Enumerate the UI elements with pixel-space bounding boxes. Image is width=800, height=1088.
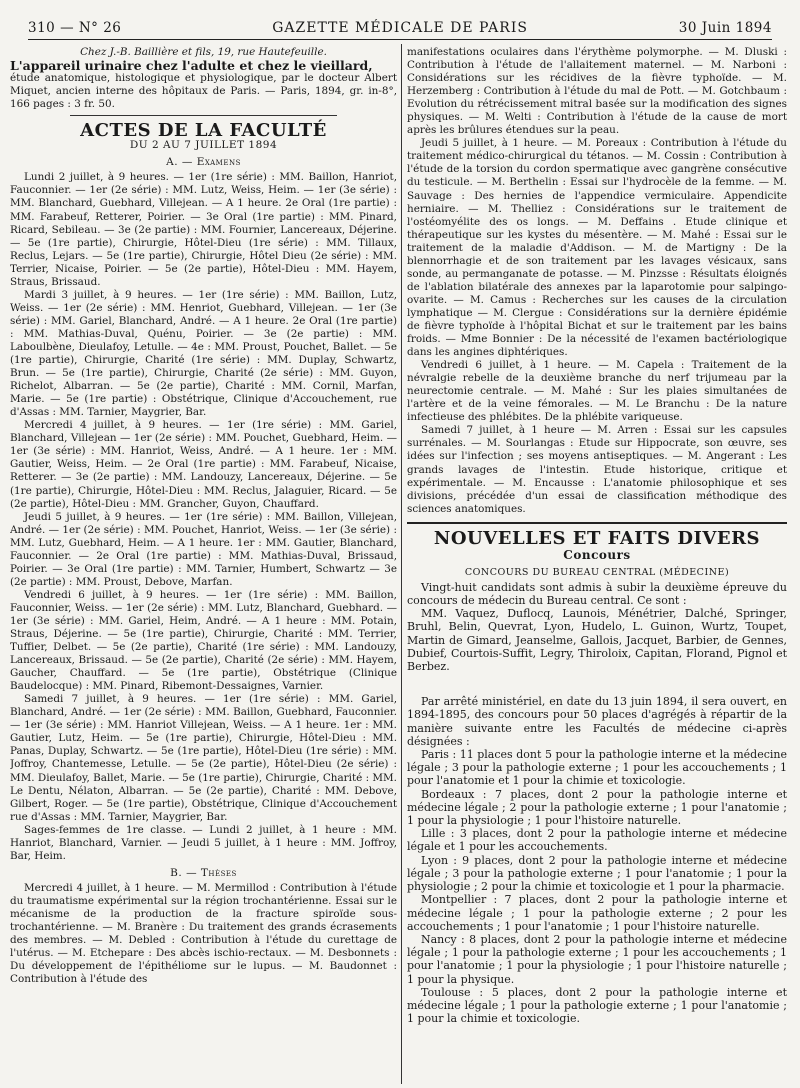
faculty-paragraph: Toulouse : 5 places, dont 2 pour la pathologie interne et médecine légale ; 1 pour la pathologie externe ; 1 pour l'anatomie ; 1 pour la chimie et toxicologie.: [407, 985, 787, 1026]
paragraph: MM. Vaquez, Duflocq, Launois, Ménétrier, Dalché, Springer, Bruhl, Belin, Quevrat, Lyon, Hudelo, L. Guinon, Wurtz, Toupet, Martin de Gimard, Jeanselme, Gallois, Jacquet, Barbier, de Gennes, Dubief, Courtois-Suffit, Legry, Thiroloix, Capitan, Florand, Pignol et Berbez.: [407, 607, 787, 674]
faculty-paragraph: Lyon : 9 places, dont 2 pour la pathologie interne et médecine légale ; 3 pour la pathologie externe ; 1 pour l'anatomie ; 1 pour la physiologie ; 2 pour la chimie et toxicologie et 1 pour la pharmacie.: [407, 853, 787, 894]
paragraph: Sages-femmes de 1re classe. — Lundi 2 juillet, à 1 heure : MM. Hanriot, Blanchard, Varnier. — Jeudi 5 juillet, à 1 heure : MM. Joffroy, Bar, Heim.: [10, 823, 397, 862]
book-description: étude anatomique, histologique et physiologique, par le docteur Albert Miquet, ancien interne des hôpitaux de Paris. — Paris, 1894, gr. in-8°, 166 pages : 3 fr. 50.: [10, 72, 397, 111]
page-number-issue: [28, 20, 121, 36]
paragraph: Mardi 3 juillet, à 9 heures. — 1er (1re série) : MM. Baillon, Lutz, Weiss. — 1er (2e série) : MM. Henriot, Guebhard, Villejean. — 1er (3e série) : MM. Gariel, Blanchard, André. — A 1 heure. 2e Oral (1re partie) : MM. Mathias-Duval, Quénu, Poirier. — 3e (2e partie) : MM. Laboulbène, Dieulafoy, Letulle. — 4e : MM. Proust, Pouchet, Ballet. — 5e (1re partie), Chirurgie, Charité (1re série) : MM. Duplay, Schwartz, Brun. — 5e (1re partie), Chirurgie, Charité (2e série) : MM. Guyon, Richelot, Albarran. — 5e (2e partie), Charité : MM. Cornil, Marfan, Marie. — 5e (1re partie) : Obstétrique, Clinique d'Accouchement, rue d'Assas : MM. Tarnier, Maygrier, Bar.: [10, 288, 397, 419]
book-title: L'appareil urinaire chez l'adulte et chez le vieillard,: [10, 58, 373, 74]
paragraph: Lundi 2 juillet, à 9 heures. — 1er (1re série) : MM. Baillon, Hanriot, Fauconnier. — 1er (2e série) : MM. Lutz, Weiss, Heim. — 1er (3e série) : MM. Blanchard, Guebhard, Villejean. — A 1 heure. 2e Oral (1re partie) : MM. Farabeuf, Retterer, Poirier. — 3e Oral (1re partie) : MM. Pinard, Ricard, Sebileau. — 3e (2e partie) : MM. Fournier, Lancereaux, Déjerine. — 5e (1re partie), Chirurgie, Hôtel-Dieu (1re série) : MM. Tillaux, Reclus, Lejars. — 5e (1re partie), Chirurgie, Hôtel Dieu (2e série) : MM. Terrier, Nicaise, Poirier. — 5e (2e partie), Hôtel-Dieu : MM. Hayem, Straus, Brissaud.: [10, 171, 397, 288]
issue-date: 30 Juin 1894: [678, 20, 772, 36]
paragraph: Vendredi 6 juillet, à 9 heures. — 1er (1re série) : MM. Baillon, Fauconnier, Weiss. — 1er (2e série) : MM. Lutz, Blanchard, Guebhard. — 1er (3e série) : MM. Gariel, Heim, André. — A 1 heure : MM. Potain, Straus, Déjerine. — 5e (1re partie), Chirurgie, Charité : MM. Terrier, Tuffier, Delbet. — 5e (2e partie), Charité (1re série) : MM. Landouzy, Lancereaux, Brissaud. — 5e (2e partie), Charité (2e série) : MM. Hayem, Gaucher, Chauffard. — 5e (1re partie), Obstétrique (Clinique Baudelocque) : MM. Pinard, Ribemont-Dessaignes, Varnier.: [10, 588, 397, 693]
concours-subheading: CONCOURS DU BUREAU CENTRAL (MÉDECINE): [464, 566, 730, 578]
section-title-actes: ACTES DE LA FACULTÉ: [80, 120, 327, 142]
issue-number: — N° 26: [60, 20, 122, 36]
paragraph: Samedi 7 juillet, à 1 heure — M. Arren : Essai sur les capsules surrénales. — M. Sourlangas : Etude sur Hippocrate, son œuvre, ses idées sur l'infection ; ses moyens antiseptiques. — M. Angerant : Les grands lavages de l'intestin. Etude historique, critique et expérimentale. — M. Encausse : L'anatomie philosophique et ses divisions, précédée d'un essai de classification méthodique des sciences anatomiques.: [407, 424, 787, 515]
paragraph: Jeudi 5 juillet, à 9 heures. — 1er (1re série) : MM. Baillon, Villejean, André. — 1er (2e série) : MM. Pouchet, Hanriot, Weiss. — 1er (3e série) : MM. Lutz, Guebhard, Heim. — A 1 heure. 1er : MM. Gautier, Blanchard, Fauconnier. — 2e Oral (1re partie) : MM. Mathias-Duval, Brissaud, Poirier. — 3e Oral (1re partie) : MM. Tarnier, Humbert, Schwartz — 3e (2e partie) : MM. Proust, Debove, Marfan.: [10, 510, 397, 588]
faculty-paragraph: Montpellier : 7 places, dont 2 pour la pathologie interne et médecine légale ; 1 pour la pathologie externe ; 2 pour les accouchements ; 1 pour l'anatomie ; 1 pour l'histoire naturelle.: [407, 893, 787, 933]
section-title-nouvelles: NOUVELLES ET FAITS DIVERS: [433, 527, 761, 549]
paragraph: Mercredi 4 juillet, à 9 heures. — 1er (1re série) : MM. Gariel, Blanchard, Villejean — 1er (2e série) : MM. Pouchet, Guebhard, Heim. — 1er (3e série) : MM. Hanriot, Weiss, André. — A 1 heure. 1er : MM. Gautier, Weiss, Heim. — 2e Oral (1re partie) : MM. Farabeuf, Nicaise, Retterer. — 3e (2e partie) : MM. Landouzy, Lancereaux, Déjerine. — 5e (1re partie), Chirurgie, Hôtel-Dieu : MM. Reclus, Jalaguier, Ricard. — 5e (2e partie), Hôtel-Dieu : MM. Grancher, Guyon, Chauffard.: [10, 419, 397, 510]
faculty-paragraph: Nancy : 8 places, dont 2 pour la pathologie interne et médecine légale ; 1 pour la pathologie externe ; 1 pour les accouchements ; 1 pour l'anatomie ; 1 pour la physiologie ; 1 pour l'histoire naturelle ; 1 pour la physique.: [407, 932, 787, 986]
theses-heading: B. — Thèses: [170, 866, 237, 879]
faculty-paragraph: Lille : 3 places, dont 2 pour la pathologie interne et médecine légale et 1 pour les accouchements.: [407, 827, 787, 854]
right-column: [407, 46, 787, 1086]
page-header: [28, 8, 772, 40]
spacer: [407, 673, 787, 695]
paragraph: Samedi 7 juillet, à 9 heures. — 1er (1re série) : MM. Gariel, Blanchard, André. — 1er (2e série) : MM. Baillon, Guebhard, Fauconnier. — 1er (3e série) : MM. Hanriot Villejean, Weiss. — A 1 heure. 1er : MM. Gautier, Lutz, Heim. — 5e (1re partie), Chirurgie, Hôtel-Dieu : MM. Panas, Duplay, Schwartz. — 5e (1re partie), Hôtel-Dieu (1re série) : MM. Joffroy, Chantemesse, Letulle. — 5e (2e partie), Hôtel-Dieu (2e série) : MM. Dieulafoy, Ballet, Marie. — 5e (1re partie), Chirurgie, Charité : MM. Le Dentu, Nélaton, Albarran. — 5e (2e partie), Charité : MM. Debove, Gilbert, Roger. — 5e (1re partie), Obstétrique, Clinique d'Accouchement rue d'Assas : MM. Tarnier, Maygrier, Bar.: [10, 693, 397, 823]
separator-rule: [70, 115, 337, 116]
journal-title: GAZETTE MÉDICALE DE PARIS: [272, 20, 528, 36]
publisher-line: Chez J.-B. Baillière et fils, 19, rue Hautefeuille.: [80, 46, 327, 58]
examens-heading: A. — Examens: [166, 156, 241, 169]
paragraph: manifestations oculaires dans l'érythème polymorphe. — M. Dluski : Contribution à l'étude de l'allaitement maternel. — M. Narboni : Considérations sur les récidives de la fièvre typhoïde. — M. Herzemberg : Contribution à l'étude du mal de Pott. — M. Gotchbaum : Evolution du rétrécissement mitral basée sur la modification des signes physiques. — M. Welti : Contribution à l'étude de la cause de mort après les brûlures étendues sur la peau.: [407, 46, 787, 137]
faculty-paragraph: Bordeaux : 7 places, dont 2 pour la pathologie interne et médecine légale ; 2 pour la pathologie externe ; 1 pour l'anatomie ; 1 pour la physiologie ; 1 pour l'histoire naturelle.: [407, 787, 787, 828]
left-column: [10, 46, 397, 1086]
paragraph: Par arrêté ministériel, en date du 13 juin 1894, il sera ouvert, en 1894-1895, des concours pour 50 places d'agrégés à répartir de la manière suivante entre les Facultés de médecine ci-après désignées :: [407, 695, 787, 748]
column-divider: [401, 44, 402, 1084]
page-number: 310: [28, 20, 56, 36]
separator-rule: [407, 522, 787, 524]
paragraph: Jeudi 5 juillet, à 1 heure. — M. Poreaux : Contribution à l'étude du traitement médico-chirurgical du tétanos. — M. Cossin : Contribution à l'étude de la torsion du cordon spermatique avec gangrène consécutive du testicule. — M. Berthelin : Essai sur l'hydrocèle de la femme. — M. Sauvage : Des hernies de l'appendice vermiculaire. Appendicite herniaire. — M. Thelliez : Considérations sur le traitement de l'ostéomyélite des os longs. — M. Deffains . Etude clinique et thérapeutique sur les kystes du mésentère. — M. Mahé : Essai sur le traitement de la maladie d'Addison. — M. de Martigny : De la blennorrhagie et de son traitement par les lavages vésicaux, sans sonde, au permanganate de potasse. — M. Pinzsse : Résultats éloignés de l'ablation bilatérale des annexes par la laparotomie pour salpingo-ovarite. — M. Camus : Recherches sur les causes de la circulation lymphatique — M. Clergue : Considérations sur la dernière épidémie de fièvre typhoïde à l'hôpital Bichat et sur le traitement par les bains froids. — Mme Bonnier : De la nécessité de l'examen bactériologique dans les angines diphtériques.: [407, 137, 787, 359]
paragraph: Vingt-huit candidats sont admis à subir la deuxième épreuve du concours de médecin du Bureau central. Ce sont :: [407, 580, 787, 608]
paragraph: Mercredi 4 juillet, à 1 heure. — M. Mermillod : Contribution à l'étude du traumatisme expérimental sur la région trochantérienne. Essai sur le mécanisme de la production de la fracture spiroïde sous-trochantérienne. — M. Branère : Du traitement des grands écrasements des membres. — M. Debled : Contribution à l'étude du curettage de l'utérus. — M. Etchepare : Des abcès ischio-rectaux. — M. Desbonnets : Du développement de l'épithéliome sur le lupus. — M. Baudonnet : Contribution à l'étude des: [10, 881, 397, 986]
concours-heading: Concours: [563, 547, 631, 562]
paragraph: Vendredi 6 juillet, à 1 heure. — M. Capela : Traitement de la névralgie rebelle de la deuxième branche du nerf trijumeau par la neurectomie centrale. — M. Mahé : Sur les plaies simultanées de l'artère et de la veine fémorales. — M. Le Branchu : De la nature infectieuse des phlébites. De la phlébite variqueuse.: [407, 359, 787, 424]
faculty-paragraph: Paris : 11 places dont 5 pour la pathologie interne et la médecine légale ; 3 pour la pathologie externe ; 1 pour les accouchements ; 1 pour l'anatomie et 1 pour la chimie et toxicologie.: [407, 748, 787, 788]
section-dates: DU 2 AU 7 JUILLET 1894: [129, 139, 278, 152]
